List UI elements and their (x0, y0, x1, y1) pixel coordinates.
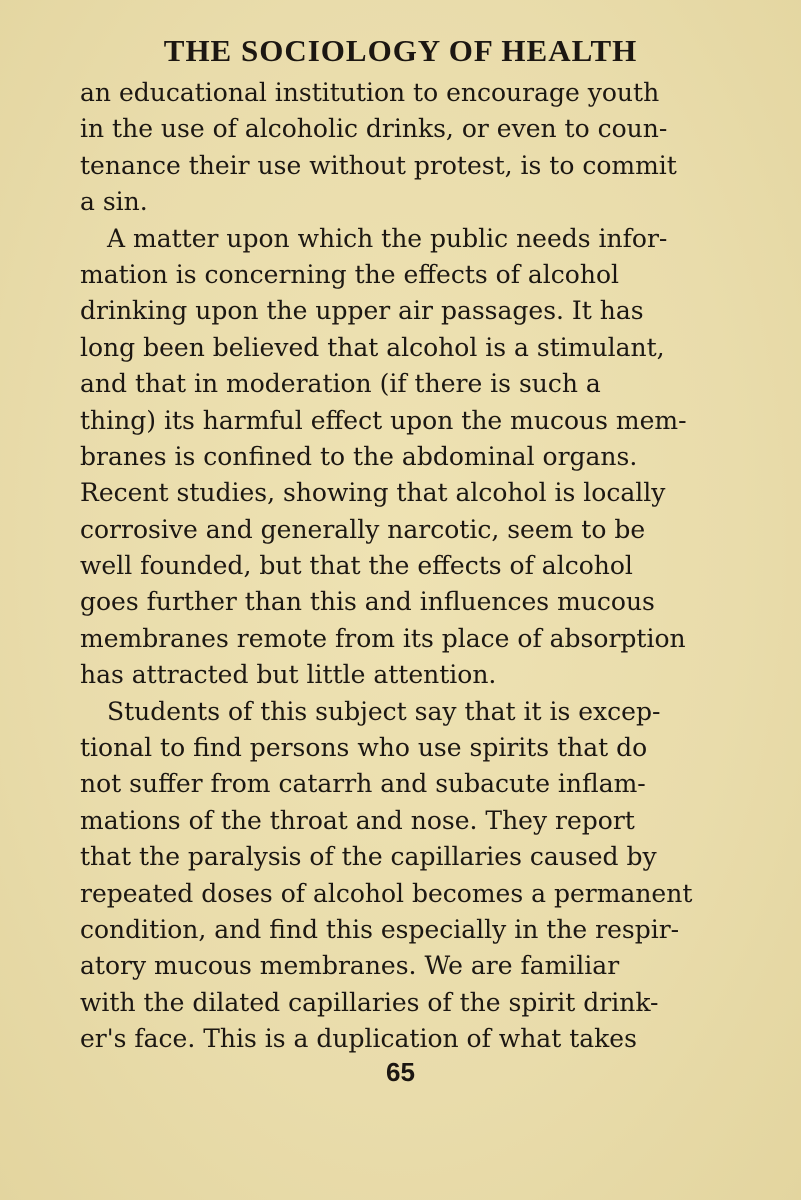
text-line: long been believed that alcohol is a stimulant, (80, 332, 665, 362)
text-line: atory mucous membranes. We are familiar (80, 951, 620, 981)
text-line: has attracted but little attention. (80, 660, 497, 690)
paragraph-start-line: A matter upon which the public needs infor- (107, 223, 668, 253)
text-line: tional to find persons who use spirits that do (80, 733, 648, 763)
text-line: condition, and find this especially in the respir- (80, 914, 680, 944)
text-line: well founded, but that the effects of alcohol (80, 551, 633, 581)
paragraph-start-line: Students of this subject say that it is excep- (107, 696, 661, 726)
page-number: 65 (386, 1057, 415, 1087)
text-line: tenance their use without protest, is to commit (80, 150, 677, 180)
text-line: not suffer from catarrh and subacute inflam- (80, 769, 646, 799)
text-line: repeated doses of alcohol becomes a permanent (80, 878, 693, 908)
text-line: an educational institution to encourage youth (80, 78, 660, 107)
text-line: membranes remote from its place of absorption (80, 623, 686, 653)
text-line: and that in moderation (if there is such a (80, 369, 601, 399)
text-line: thing) its harmful effect upon the mucous mem- (80, 405, 687, 435)
text-line: er's face. This is a duplication of what takes (80, 1024, 637, 1054)
text-line: goes further than this and influences mucous (80, 587, 655, 617)
text-line: corrosive and generally narcotic, seem to be (80, 514, 646, 544)
text-line: drinking upon the upper air passages. It has (80, 296, 644, 326)
text-line: Recent studies, showing that alcohol is locally (80, 478, 666, 508)
text-line: a sin. (80, 187, 148, 217)
text-line: mations of the throat and nose. They report (80, 805, 635, 835)
text-line: mation is concerning the effects of alcohol (80, 259, 619, 289)
body-text (80, 75, 740, 1058)
text-line: that the paralysis of the capillaries caused by (80, 842, 657, 872)
text-line: branes is confined to the abdominal organs. (80, 441, 638, 471)
running-head: THE SOCIOLOGY OF HEALTH (163, 33, 638, 68)
text-line: with the dilated capillaries of the spirit drink- (80, 987, 659, 1017)
text-line: in the use of alcoholic drinks, or even to coun- (80, 114, 668, 144)
